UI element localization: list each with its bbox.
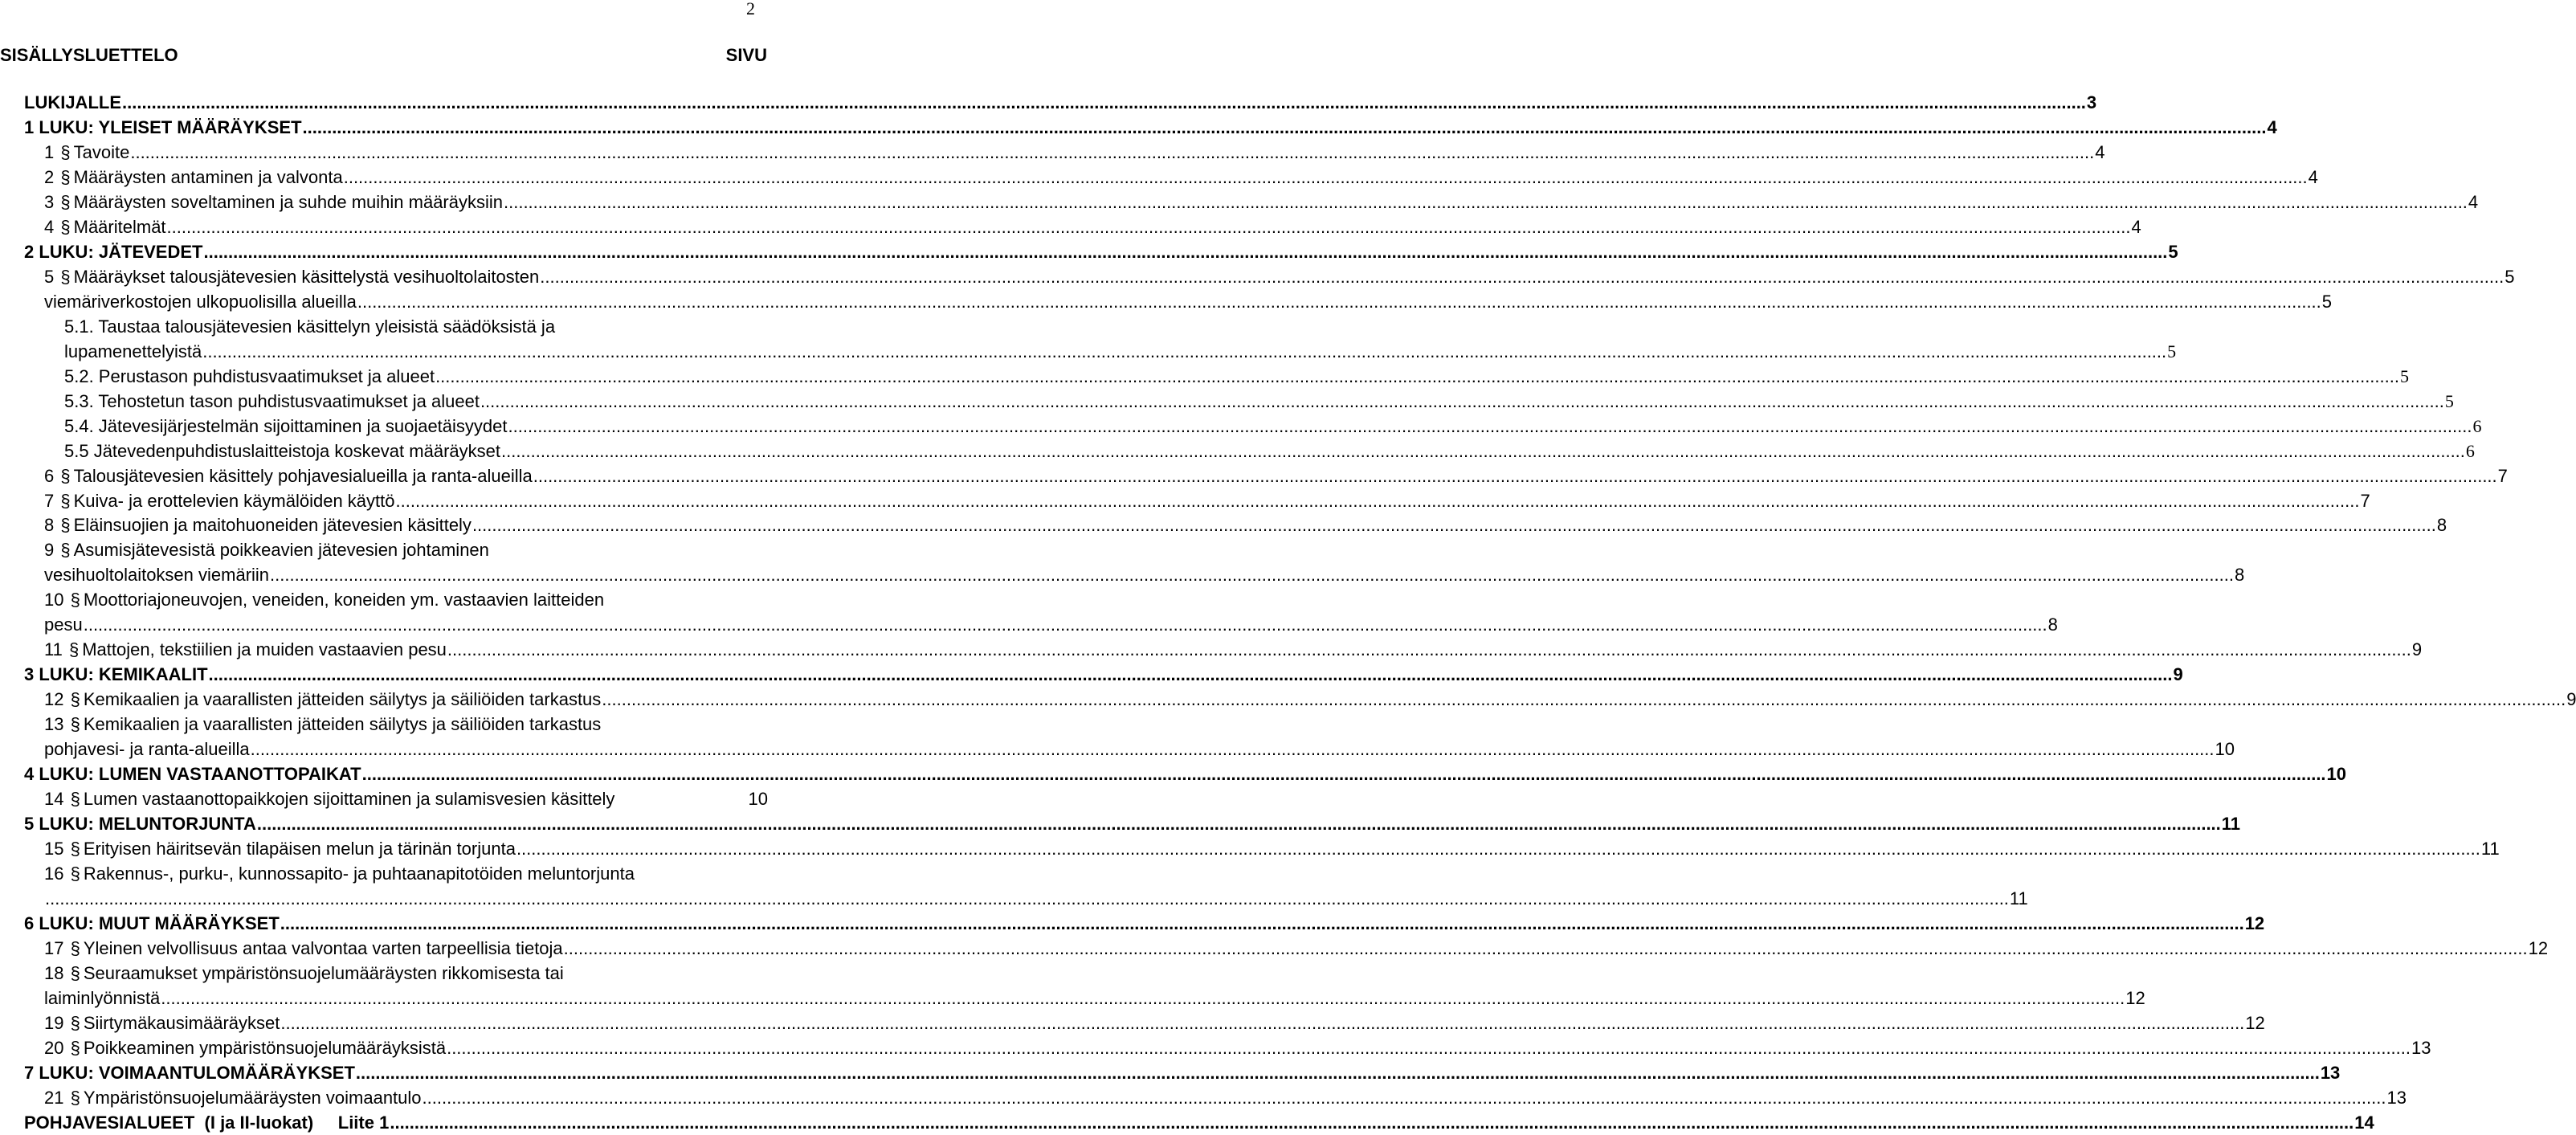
dot-leader: ................................................................................................................................................................................................................................................................................................................................................................................................................ [516,839,2480,859]
toc-entry[interactable] [44,712,768,737]
dot-leader: ................................................................................................................................................................................................................................................................................................................................................................................................................ [500,441,2465,461]
toc-entry[interactable] [44,737,2235,761]
toc-title: SISÄLLYSLUETTELO [0,45,178,65]
dot-leader: ................................................................................................................................................................................................................................................................................................................................................................................................................ [422,1088,2386,1108]
section-sign-icon: § [70,590,80,610]
dot-leader: ................................................................................................................................................................................................................................................................................................................................................................................................................ [390,1113,2354,1133]
section-sign-icon: § [60,192,71,212]
toc-entry[interactable] [64,414,2482,439]
section-sign-icon: § [70,863,80,884]
section-number: 19 [44,1013,64,1033]
dot-leader: ................................................................................................................................................................................................................................................................................................................................................................................................................ [508,416,2472,436]
toc-entry[interactable] [44,488,2370,513]
section-sign-icon: § [60,167,71,187]
section-number: 8 [44,515,55,535]
section-number: 12 [44,689,64,709]
toc-entry-title: Moottoriajoneuvojen, veneiden, koneiden ym. vastaavien laitteiden [83,590,605,610]
toc-page-number: 10 [2326,764,2347,784]
section-sign-icon: § [60,466,71,486]
section-sign-icon: § [70,789,80,809]
toc-entry[interactable] [44,562,2245,587]
dot-leader: ................................................................................................................................................................................................................................................................................................................................................................................................................ [270,565,2234,585]
toc-entry[interactable] [64,439,2475,463]
section-sign-icon: § [70,1088,80,1108]
toc-page-number: 5 [2399,366,2409,386]
toc-entry[interactable] [64,339,2177,364]
toc-entry-title: 6 LUKU: MUUT MÄÄRÄYKSET [24,913,280,933]
toc-page-number: 11 [2009,888,2028,908]
section-sign-icon: § [70,689,80,709]
dot-leader: ................................................................................................................................................................................................................................................................................................................................................................................................................ [563,938,2528,958]
dot-leader: ................................................................................................................................................................................................................................................................................................................................................................................................................ [256,814,2221,834]
toc-entry[interactable] [24,811,2241,836]
dot-leader: ................................................................................................................................................................................................................................................................................................................................................................................................................ [504,192,2468,212]
section-sign-icon: § [70,938,80,958]
toc-entry[interactable] [24,761,2347,786]
toc-page-number: 11 [2221,814,2241,834]
toc-entry[interactable] [44,1035,2431,1060]
toc-entry-title: Asumisjätevesistä poikkeavien jätevesien johtaminen [73,540,489,560]
toc-entry[interactable] [44,289,2333,314]
section-number: 11 [44,639,63,659]
toc-entry-title: Kemikaalien ja vaarallisten jätteiden säilytys ja säiliöiden tarkastus [83,689,602,709]
toc-entry[interactable] [24,239,2178,264]
toc-entry-title: Tavoite [73,142,130,162]
dot-leader: ................................................................................................................................................................................................................................................................................................................................................................................................................ [395,491,2360,511]
toc-entry-title: 5.3. Tehostetun tason puhdistusvaatimukset ja alueet [64,391,480,411]
toc-entry[interactable] [44,140,2105,165]
toc-page-number: 4 [2095,142,2105,162]
section-number: 4 [44,217,55,237]
toc-page-number: 10 [748,789,768,809]
toc-page-number: 5 [2167,341,2177,361]
dot-leader: ................................................................................................................................................................................................................................................................................................................................................................................................................ [122,92,2086,112]
dot-leader: ................................................................................................................................................................................................................................................................................................................................................................................................................ [435,366,2399,386]
section-sign-icon: § [70,1013,80,1033]
section-sign-icon: § [60,142,71,162]
toc-entry-title: Siirtymäkausimääräykset [83,1013,280,1033]
dot-leader: ................................................................................................................................................................................................................................................................................................................................................................................................................ [343,167,2308,187]
toc-entry-title: 3 LUKU: KEMIKAALIT [24,664,208,684]
section-number: 3 [44,192,55,212]
dot-leader: ................................................................................................................................................................................................................................................................................................................................................................................................................ [202,341,2167,361]
toc-page-number: 3 [2086,92,2097,112]
toc-page-number: 6 [2465,441,2475,461]
toc-page-number: 5 [2444,391,2454,411]
toc-entry-title: 2 LUKU: JÄTEVEDET [24,242,203,262]
toc-entry-title: Määräysten antaminen ja valvonta [73,167,343,187]
toc-page-number: 13 [2411,1038,2431,1058]
toc-page-number: 5 [2168,242,2178,262]
toc-page-number: 9 [2566,689,2576,709]
section-number: 2 [44,167,55,187]
section-number: 5 [44,267,55,287]
toc-entry-title: lupamenettelyistä [64,341,202,361]
dot-leader: ................................................................................................................................................................................................................................................................................................................................................................................................................ [280,1013,2245,1033]
dot-leader: ................................................................................................................................................................................................................................................................................................................................................................................................................ [302,117,2267,137]
dot-leader: ................................................................................................................................................................................................................................................................................................................................................................................................................ [280,913,2244,933]
section-number: 9 [44,540,55,560]
toc-entry-title: Poikkeaminen ympäristönsuojelumääräyksistä [83,1038,447,1058]
toc-entry-title: Määräykset talousjätevesien käsittelystä vesihuoltolaitosten [73,267,540,287]
toc-entry-title: Mattojen, tekstiilien ja muiden vastaavien pesu [82,639,447,659]
toc-page-number: 4 [2308,167,2318,187]
dot-leader: ................................................................................................................................................................................................................................................................................................................................................................................................................ [130,142,2095,162]
toc-entry[interactable] [24,911,2265,936]
toc-entry[interactable] [44,463,2508,488]
toc-entry-title: Talousjätevesien käsittely pohjavesialueilla ja ranta-alueilla [73,466,533,486]
toc-entry-title: 7 LUKU: VOIMAANTULOMÄÄRÄYKSET [24,1063,355,1083]
toc-page-number: 12 [2244,913,2265,933]
toc-page-number: 4 [2131,217,2141,237]
toc-entry-title: 5.1. Taustaa talousjätevesien käsittelyn yleisistä säädöksistä ja [64,316,556,337]
toc-entry[interactable] [44,637,2423,662]
section-number: 18 [44,963,64,983]
dot-leader: ................................................................................................................................................................................................................................................................................................................................................................................................................ [161,988,2125,1008]
toc-page-number: 7 [2497,466,2508,486]
section-number: 10 [44,590,64,610]
toc-entry[interactable] [24,1110,2374,1135]
toc-entry-title: Rakennus-, purku-, kunnossapito- ja puhtaanapitotöiden meluntorjunta [83,863,635,884]
toc-page-number: 9 [2173,664,2183,684]
toc-page-number: 13 [2386,1088,2407,1108]
toc-entry[interactable] [64,389,2454,414]
dot-leader: ................................................................................................................................................................................................................................................................................................................................................................................................................ [480,391,2444,411]
toc-entry-title: Eläinsuojien ja maitohuoneiden jätevesien käsittely [73,515,472,535]
toc-entry[interactable] [44,786,768,811]
toc-entry-title: Kuiva- ja erottelevien käymälöiden käyttö [73,491,395,511]
toc-page-number: 9 [2411,639,2423,659]
dot-leader: ................................................................................................................................................................................................................................................................................................................................................................................................................ [540,267,2505,287]
toc-entry[interactable] [44,214,2141,239]
section-number: 20 [44,1038,64,1058]
dot-leader: ................................................................................................................................................................................................................................................................................................................................................................................................................ [533,466,2497,486]
dot-leader: ................................................................................................................................................................................................................................................................................................................................................................................................................ [203,242,2168,262]
toc-page-number: 5 [2505,267,2515,287]
section-sign-icon: § [60,515,71,535]
toc-entry[interactable] [24,662,2183,687]
dot-leader: ................................................................................................................................................................................................................................................................................................................................................................................................................ [447,1038,2411,1058]
section-sign-icon: § [68,639,80,659]
toc-entry-title: Määritelmät [73,217,166,237]
section-sign-icon: § [60,217,71,237]
dot-leader: ................................................................................................................................................................................................................................................................................................................................................................................................................ [355,1063,2320,1083]
toc-entry[interactable] [64,314,768,339]
toc-entry[interactable] [24,115,2277,140]
toc-entry-title: pohjavesi- ja ranta-alueilla [44,739,250,759]
dot-leader: ................................................................................................................................................................................................................................................................................................................................................................................................................ [361,764,2326,784]
section-number: 6 [44,466,55,486]
toc-entry[interactable] [44,264,2515,289]
toc-entry-title: 5.5 Jätevedenpuhdistuslaitteistoja koskevat määräykset [64,441,500,461]
dot-leader: ................................................................................................................................................................................................................................................................................................................................................................................................................ [208,664,2173,684]
toc-entry-title: Kemikaalien ja vaarallisten jätteiden säilytys ja säiliöiden tarkastus [83,714,602,734]
toc-entry[interactable] [44,537,768,562]
toc-page-number: 10 [2215,739,2235,759]
toc-entry[interactable] [44,190,2479,214]
section-number: 1 [44,142,55,162]
toc-entry-title: laiminlyönnistä [44,988,161,1008]
toc-entry-title: Määräysten soveltaminen ja suhde muihin määräyksiin [73,192,503,212]
toc-page-number: 8 [2436,515,2447,535]
section-sign-icon: § [70,714,80,734]
section-number: 17 [44,938,64,958]
toc-entry[interactable] [44,886,2028,911]
toc-entry[interactable] [44,165,2318,190]
toc-entry[interactable] [44,612,2058,637]
page-number: 2 [746,0,755,18]
toc-entry-title: 5 LUKU: MELUNTORJUNTA [24,814,256,834]
toc-entry[interactable] [44,1085,2407,1110]
toc-page-number: 12 [2528,938,2549,958]
toc-entry-title: Lumen vastaanottopaikkojen sijoittaminen ja sulamisvesien käsittely [83,789,615,809]
toc-entry-title: pesu [44,614,83,635]
toc-entry[interactable] [44,986,2145,1010]
dot-leader: ................................................................................................................................................................................................................................................................................................................................................................................................................ [166,217,2131,237]
section-number: 16 [44,863,64,884]
toc-entry[interactable] [44,861,768,886]
toc-entry[interactable] [44,1010,2265,1035]
toc-entry-title: 5.2. Perustason puhdistusvaatimukset ja alueet [64,366,435,386]
toc-entry-title: Erityisen häiritsevän tilapäisen melun ja tärinän torjunta [83,839,516,859]
section-number: 13 [44,714,64,734]
toc-entry-title: Seuraamukset ympäristönsuojelumääräysten rikkomisesta tai [83,963,564,983]
toc-page-number: 4 [2468,192,2479,212]
toc-entry[interactable] [44,587,768,612]
toc-page-number: 12 [2245,1013,2265,1033]
dot-leader: ................................................................................................................................................................................................................................................................................................................................................................................................................ [250,739,2215,759]
dot-leader: ................................................................................................................................................................................................................................................................................................................................................................................................................ [472,515,2436,535]
toc-page-number: 12 [2125,988,2145,1008]
toc-page-number: 5 [2321,292,2333,312]
dot-leader: ................................................................................................................................................................................................................................................................................................................................................................................................................ [83,614,2047,635]
dot-leader: ................................................................................................................................................................................................................................................................................................................................................................................................................ [447,639,2411,659]
dot-leader: ................................................................................................................................................................................................................................................................................................................................................................................................................ [602,689,2566,709]
toc-page-number: 7 [2360,491,2370,511]
toc-entry-title: viemäriverkostojen ulkopuolisilla alueilla [44,292,357,312]
section-number: 7 [44,491,55,511]
toc-entry[interactable] [44,836,2500,861]
toc-page-number: 6 [2472,416,2482,436]
toc-entry[interactable] [64,364,2409,389]
toc-entry-title: Ympäristönsuojelumääräysten voimaantulo [83,1088,422,1108]
section-number: 15 [44,839,64,859]
toc-entry[interactable] [44,687,2576,712]
toc-entry-title: Yleinen velvollisuus antaa valvontaa varten tarpeellisia tietoja [83,938,563,958]
section-number: 21 [44,1088,64,1108]
section-sign-icon: § [60,540,71,560]
toc-entry[interactable] [44,936,2549,961]
section-sign-icon: § [60,267,71,287]
toc-page-number: 14 [2354,1113,2374,1133]
toc-entry[interactable] [24,90,2097,115]
toc-page-number: 11 [2480,839,2500,859]
toc-entry-title: LUKIJALLE [24,92,121,112]
toc-entry[interactable] [24,1060,2341,1085]
toc-page-column-label: SIVU [725,45,767,65]
section-sign-icon: § [70,1038,80,1058]
toc-page-number: 13 [2320,1063,2341,1083]
toc-heading-row [0,43,767,67]
toc-entry-title: 5.4. Jätevesijärjestelmän sijoittaminen ja suojaetäisyydet [64,416,508,436]
toc-page-number: 4 [2267,117,2277,137]
toc-entry-title: 4 LUKU: LUMEN VASTAANOTTOPAIKAT [24,764,361,784]
section-number: 14 [44,789,64,809]
section-sign-icon: § [70,839,80,859]
toc-entry[interactable] [44,512,2447,537]
toc-entry-title: POHJAVESIALUEET (I ja II-luokat) Liite 1 [24,1113,390,1133]
section-sign-icon: § [70,963,80,983]
toc-entry-title: vesihuoltolaitoksen viemäriin [44,565,270,585]
section-sign-icon: § [60,491,71,511]
toc-page-number: 8 [2234,565,2245,585]
dot-leader: ................................................................................................................................................................................................................................................................................................................................................................................................................ [357,292,2321,312]
toc-entry-title: 1 LUKU: YLEISET MÄÄRÄYKSET [24,117,302,137]
toc-entry[interactable] [44,961,768,986]
toc-page-number: 8 [2047,614,2058,635]
dot-leader: ................................................................................................................................................................................................................................................................................................................................................................................................................ [45,888,2009,908]
